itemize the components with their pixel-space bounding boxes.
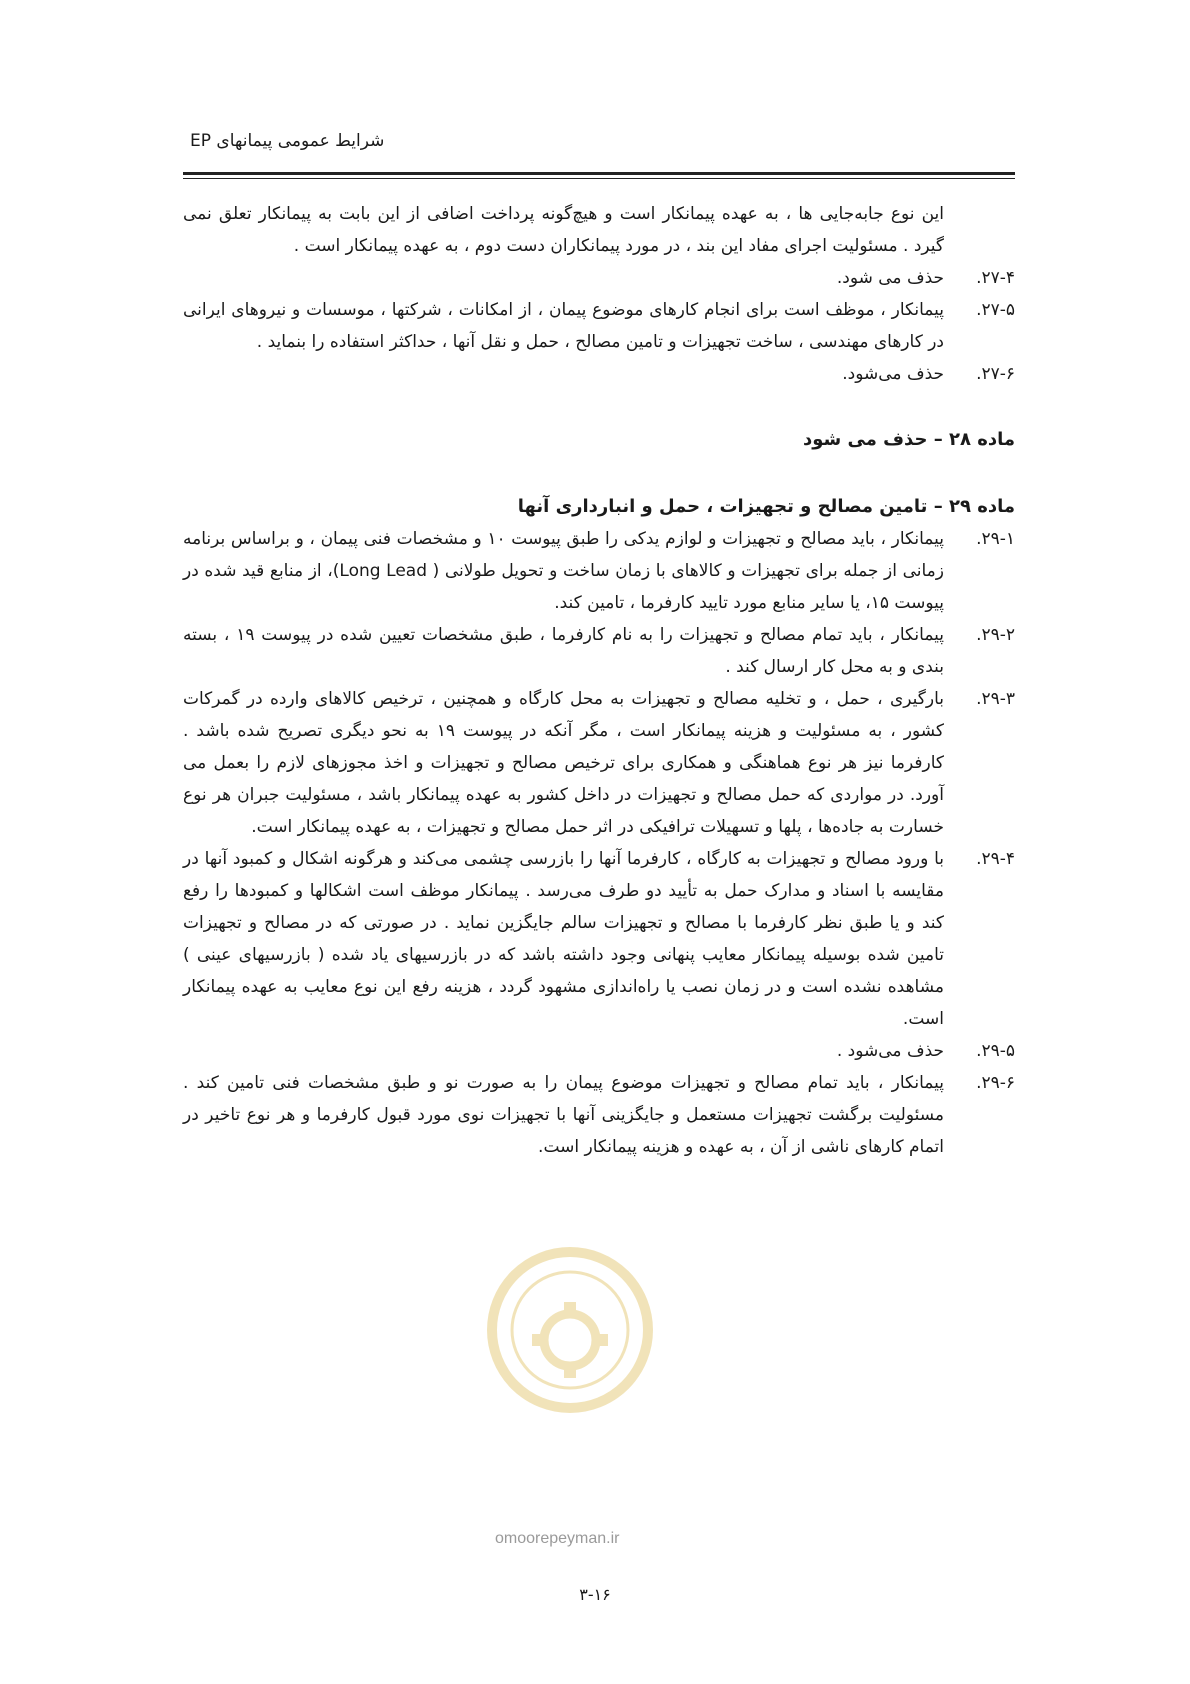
page-number: ۳-۱۶ bbox=[579, 1585, 611, 1604]
document-body bbox=[183, 198, 1015, 1163]
clause-number: ۲۷-۶. bbox=[976, 364, 1015, 384]
clause-text: پیمانکار ، باید تمام مصالح و تجهیزات را به نام کارفرما ، طبق مشخصات تعیین شده در پیوست ۱۹ ، بسته بندی و به محل کار ارسال کند . bbox=[183, 625, 945, 677]
clause-text: حذف می‌شود. bbox=[842, 364, 944, 384]
clause-29-4 bbox=[183, 843, 1015, 1035]
running-header: شرایط عمومی پیمانهای EP bbox=[190, 131, 385, 151]
header-rule-thick bbox=[183, 172, 1015, 175]
watermark-url: omoorepeyman.ir bbox=[495, 1530, 620, 1547]
clause-27-6 bbox=[183, 358, 1015, 390]
clause-29-5 bbox=[183, 1035, 1015, 1067]
clause-text: بارگیری ، حمل ، و تخلیه مصالح و تجهیزات به محل کارگاه و همچنین ، ترخیص کالاهای وارده در گمرکات کشور ، به مسئولیت و هزینه پیمانکار است ، مگر آنکه در پیوست ۱۹ به نحو دیگری تصریح شده باشد . کارفرما نیز هر نوع هماهنگی و همکاری برای ترخیص مصالح و تجهیزات و اخذ مجوزهای لازم را بعمل می آورد. در مواردی که حمل مصالح و تجهیزات در داخل کشور به عهده پیمانکار باشد ، مسئولیت جبران هر نوع خسارت به جاده‌ها ، پلها و تسهیلات ترافیکی در اثر حمل مصالح و تجهیزات ، به عهده پیمانکار است. bbox=[183, 689, 945, 837]
clause-text: پیمانکار ، باید مصالح و تجهیزات و لوازم یدکی را طبق پیوست ۱۰ و مشخصات فنی پیمان ، و براساس برنامه زمانی از جمله برای تجهیزات و کالاهای با زمان ساخت و تحویل طولانی ( Long Lead)، از منابع قید شده در پیوست ۱۵، یا سایر منابع مورد تایید کارفرما ، تامین کند. bbox=[183, 529, 944, 613]
watermark-logo bbox=[470, 1230, 670, 1460]
clause-text: با ورود مصالح و تجهیزات به کارگاه ، کارفرما آنها را بازرسی چشمی می‌کند و هرگونه اشکال و کمبود آنها در مقایسه با اسناد و مدارک حمل به تأیید دو طرف می‌رسد . پیمانکار موظف است اشکالها و کمبودها را رفع کند و یا طبق نظر کارفرما با مصالح و تجهیزات سالم جایگزین نماید . در صورتی که در مصالح و تجهیزات تامین شده بوسیله پیمانکار معایب پنهانی وجود داشته باشد که در بازرسیهای یاد شده ( بازرسیهای عینی ) مشاهده نشده است و در زمان نصب یا راه‌اندازی مشهود گردد ، هزینه رفع این نوع معایب به عهده پیمانکار است. bbox=[183, 849, 944, 1029]
clause-number: ۲۷-۵. bbox=[976, 300, 1015, 320]
clause-number: ۲۷-۴. bbox=[976, 268, 1015, 288]
clause-number: ۲۹-۱. bbox=[976, 529, 1015, 549]
clause-27-5 bbox=[183, 294, 1015, 358]
clause-text: پیمانکار ، موظف است برای انجام کارهای موضوع پیمان ، از امکانات ، شرکتها ، موسسات و نیروهای ایرانی در کارهای مهندسی ، ساخت تجهیزات و تامین مصالح ، حمل و نقل آنها ، حداکثر استفاده را بنماید . bbox=[183, 300, 944, 352]
clause-number: ۲۹-۶. bbox=[976, 1073, 1015, 1093]
clause-number: ۲۹-۴. bbox=[976, 849, 1015, 869]
clause-27-4 bbox=[183, 262, 1015, 294]
clause-29-1 bbox=[183, 523, 1015, 619]
clause-number: ۲۹-۳. bbox=[976, 689, 1015, 709]
clause-29-6 bbox=[183, 1067, 1015, 1163]
clause-number: ۲۹-۵. bbox=[976, 1041, 1015, 1061]
paragraph-continuation: این نوع جابه‌جایی ها ، به عهده پیمانکار است و هیچ‌گونه پرداخت اضافی از این بابت به پیمانکار تعلق نمی گیرد . مسئولیت اجرای مفاد این بند ، در مورد پیمانکاران دست دوم ، به عهده پیمانکار است . bbox=[183, 204, 944, 256]
clause-text: حذف می‌شود . bbox=[836, 1041, 944, 1061]
article-28-heading: ماده ۲۸ – حذف می شود bbox=[803, 429, 1015, 450]
clause-29-2 bbox=[183, 619, 1015, 683]
clause-text: حذف می شود. bbox=[836, 268, 944, 288]
clause-29-3 bbox=[183, 683, 1015, 843]
article-29-heading: ماده ۲۹ – تامین مصالح و تجهیزات ، حمل و انبارداری آنها bbox=[517, 496, 1015, 517]
header-rule-thin bbox=[183, 178, 1015, 179]
clause-text: پیمانکار ، باید تمام مصالح و تجهیزات موضوع پیمان را به صورت نو و طبق مشخصات فنی تامین کند . مسئولیت برگشت تجهیزات مستعمل و جایگزینی آنها با تجهیزات نوی مورد قبول کارفرما و هر نوع تاخیر در اتمام کارهای ناشی از آن ، به عهده و هزینه پیمانکار است. bbox=[183, 1073, 944, 1157]
clause-number: ۲۹-۲. bbox=[976, 625, 1015, 645]
